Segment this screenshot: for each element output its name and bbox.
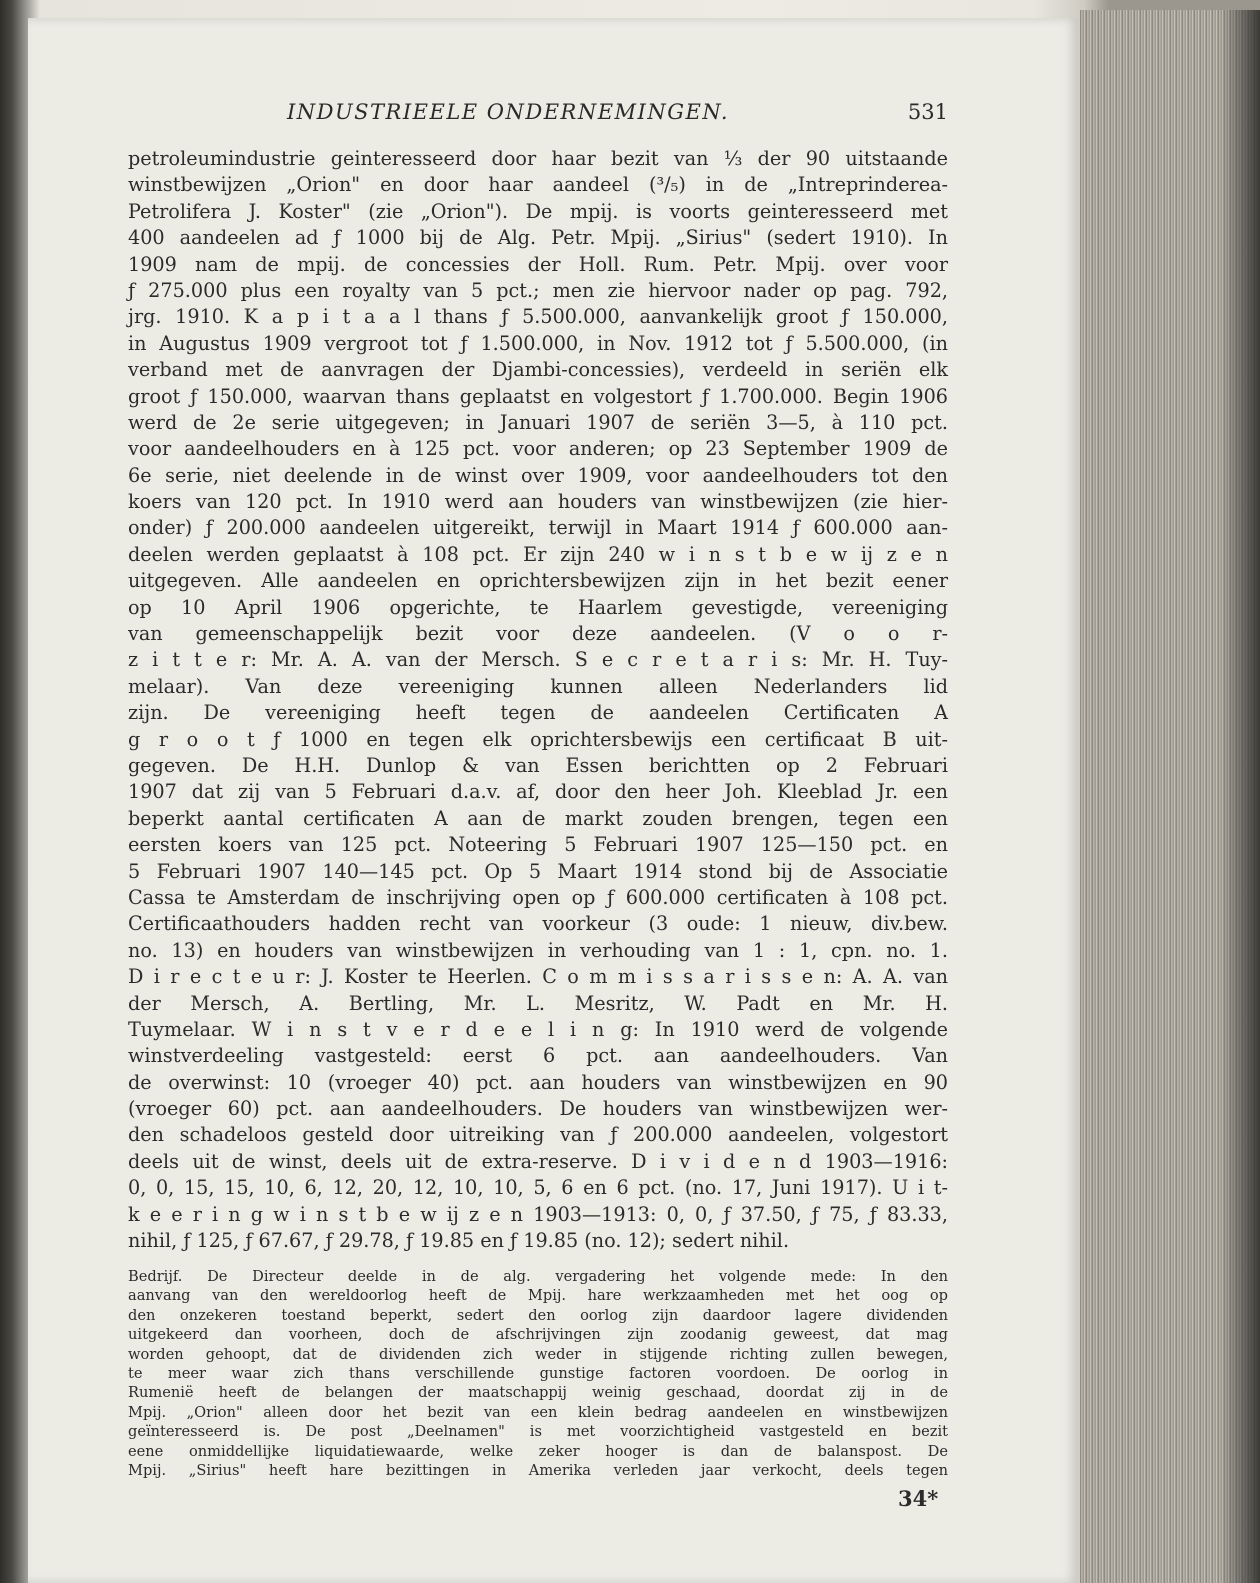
- text-line: Cassa te Amsterdam de inschrijving open op ƒ 600.000 certificaten à 108 pct.: [128, 885, 948, 909]
- text-line: zijn. De vereeniging heeft tegen de aandeelen Certificaten A: [128, 701, 948, 725]
- text-line: melaar). Van deze vereeniging kunnen alleen Nederlanders lid: [128, 674, 948, 698]
- text-line: worden gehoopt, dat de dividenden zich weder in stijgende richting zullen bewegen,: [128, 1345, 948, 1363]
- text-line: 1909 nam de mpij. de concessies der Holl. Rum. Petr. Mpij. over voor: [128, 252, 948, 276]
- text-line: den onzekeren toestand beperkt, sedert den oorlog zijn daardoor lagere dividenden: [128, 1306, 948, 1324]
- text-line: eene onmiddellijke liquidatiewaarde, welke zeker hooger is dan de balanspost. De: [128, 1442, 948, 1460]
- text-line: 6e serie, niet deelende in de winst over 1909, voor aandeelhouders tot den: [128, 463, 948, 487]
- text-line: nihil, ƒ 125, ƒ 67.67, ƒ 29.78, ƒ 19.85 en ƒ 19.85 (no. 12); sedert nihil.: [128, 1229, 790, 1253]
- text-line: deelen werden geplaatst à 108 pct. Er zijn 240 w i n s t b e w ij z e n: [128, 542, 948, 566]
- text-line: Bedrijf. De Directeur deelde in de alg. vergadering het volgende mede: In den: [128, 1268, 948, 1285]
- text-line: der Mersch, A. Bertling, Mr. L. Mesritz, W. Padt en Mr. H.: [128, 991, 948, 1015]
- text-line: jrg. 1910. K a p i t a a l thans ƒ 5.500.000, aanvankelijk groot ƒ 150.000,: [128, 305, 948, 329]
- text-line: beperkt aantal certificaten A aan de markt zouden brengen, tegen een: [128, 806, 948, 830]
- signature-mark: 34*: [898, 1486, 939, 1511]
- text-line: geïnteresseerd is. De post „Deelnamen" is met voorzichtigheid vastgesteld en bezit: [128, 1423, 948, 1441]
- text-line: 400 aandeelen ad ƒ 1000 bij de Alg. Petr. Mpij. „Sirius" (sedert 1910). In: [128, 226, 948, 250]
- main-text: [128, 146, 948, 1254]
- text-line: koers van 120 pct. In 1910 werd aan houders van winstbewijzen (zie hier-: [128, 490, 948, 514]
- text-line: groot ƒ 150.000, waarvan thans geplaatst en volgestort ƒ 1.700.000. Begin 1906: [128, 384, 948, 408]
- text-line: werd de 2e serie uitgegeven; in Januari 1907 de seriën 3—5, à 110 pct.: [128, 410, 948, 434]
- text-line: Mpij. „Orion" alleen door het bezit van een klein bedrag aandeelen en winstbewijzen: [128, 1403, 948, 1421]
- header-title: INDUSTRIEELE ONDERNEMINGEN.: [286, 100, 730, 124]
- page-edges: [1080, 10, 1260, 1583]
- text-line: 5 Februari 1907 140—145 pct. Op 5 Maart 1914 stond bij de Associatie: [128, 859, 948, 883]
- text-line: 0, 0, 15, 15, 10, 6, 12, 20, 12, 10, 10, 5, 6 en 6 pct. (no. 17, Juni 1917). U i t-: [128, 1176, 948, 1200]
- text-line: 1907 dat zij van 5 Februari d.a.v. af, door den heer Joh. Kleeblad Jr. een: [128, 780, 948, 804]
- text-line: aanvang van den wereldoorlog heeft de Mpij. hare werkzaamheden met het oog op: [128, 1287, 948, 1305]
- text-line: uitgekeerd dan voorheen, doch de afschrijvingen zijn zoodanig geweest, dat mag: [128, 1326, 948, 1344]
- text-line: Mpij. „Sirius" heeft hare bezittingen in Amerika verleden jaar verkocht, deels tegen: [128, 1461, 948, 1479]
- text-line: eersten koers van 125 pct. Noteering 5 Februari 1907 125—150 pct. en: [128, 833, 948, 857]
- text-line: den schadeloos gesteld door uitreiking van ƒ 200.000 aandeelen, volgestort: [128, 1123, 948, 1147]
- text-line: g r o o t ƒ 1000 en tegen elk oprichtersbewijs een certificaat B uit-: [128, 727, 948, 751]
- text-line: Rumenië heeft de belangen der maatschappij weinig geschaad, doordat zij in de: [128, 1384, 948, 1402]
- text-line: gegeven. De H.H. Dunlop & van Essen berichtten op 2 Februari: [128, 753, 948, 777]
- running-header: [128, 98, 948, 128]
- text-line: Certificaathouders hadden recht van voorkeur (3 oude: 1 nieuw, div.bew.: [128, 912, 948, 936]
- text-line: deels uit de winst, deels uit de extra-reserve. D i v i d e n d 1903—1916:: [128, 1149, 948, 1173]
- text-line: Petrolifera J. Koster" (zie „Orion"). De mpij. is voorts geinteresseerd met: [128, 199, 948, 223]
- text-line: op 10 April 1906 opgerichte, te Haarlem gevestigde, vereeniging: [128, 595, 948, 619]
- text-line: D i r e c t e u r: J. Koster te Heerlen. C o m m i s s a r i s s e n: A. A. van: [128, 965, 948, 989]
- text-line: (vroeger 60) pct. aan aandeelhouders. De houders van winstbewijzen wer-: [128, 1097, 948, 1121]
- text-line: z i t t e r: Mr. A. A. van der Mersch. S e c r e t a r i s: Mr. H. Tuy-: [128, 648, 948, 672]
- text-line: ƒ 275.000 plus een royalty van 5 pct.; men zie hiervoor nader op pag. 792,: [128, 278, 948, 302]
- footnote-bedrijf: [128, 1267, 948, 1480]
- text-line: k e e r i n g w i n s t b e w ij z e n 1903—1913: 0, 0, ƒ 37.50, ƒ 75, ƒ 83.33,: [128, 1202, 948, 1226]
- text-line: no. 13) en houders van winstbewijzen in verhouding van 1 : 1, cpn. no. 1.: [128, 938, 948, 962]
- text-line: de overwinst: 10 (vroeger 40) pct. aan houders van winstbewijzen en 90: [128, 1070, 948, 1094]
- text-line: uitgegeven. Alle aandeelen en oprichtersbewijzen zijn in het bezit eener: [128, 569, 948, 593]
- text-line: winstverdeeling vastgesteld: eerst 6 pct. aan aandeelhouders. Van: [128, 1044, 948, 1068]
- text-line: Tuymelaar. W i n s t v e r d e e l i n g: In 1910 werd de volgende: [128, 1017, 948, 1041]
- text-line: te meer waar zich thans verschillende gunstige factoren voordoen. De oorlog in: [128, 1364, 948, 1382]
- text-line: in Augustus 1909 vergroot tot ƒ 1.500.000, in Nov. 1912 tot ƒ 5.500.000, (in: [128, 331, 948, 355]
- text-line: voor aandeelhouders en à 125 pct. voor anderen; op 23 September 1909 de: [128, 437, 948, 461]
- text-line: petroleumindustrie geinteresseerd door haar bezit van ⅓ der 90 uitstaande: [128, 147, 948, 170]
- page-number: 531: [907, 100, 948, 124]
- text-line: verband met de aanvragen der Djambi-concessies), verdeeld in seriën elk: [128, 358, 948, 382]
- text-line: van gemeenschappelijk bezit voor deze aandeelen. (V o o r-: [128, 622, 948, 646]
- text-line: winstbewijzen „Orion" en door haar aandeel (³/₅) in de „Intreprinderea-: [128, 173, 948, 197]
- text-line: onder) ƒ 200.000 aandeelen uitgereikt, terwijl in Maart 1914 ƒ 600.000 aan-: [128, 516, 948, 540]
